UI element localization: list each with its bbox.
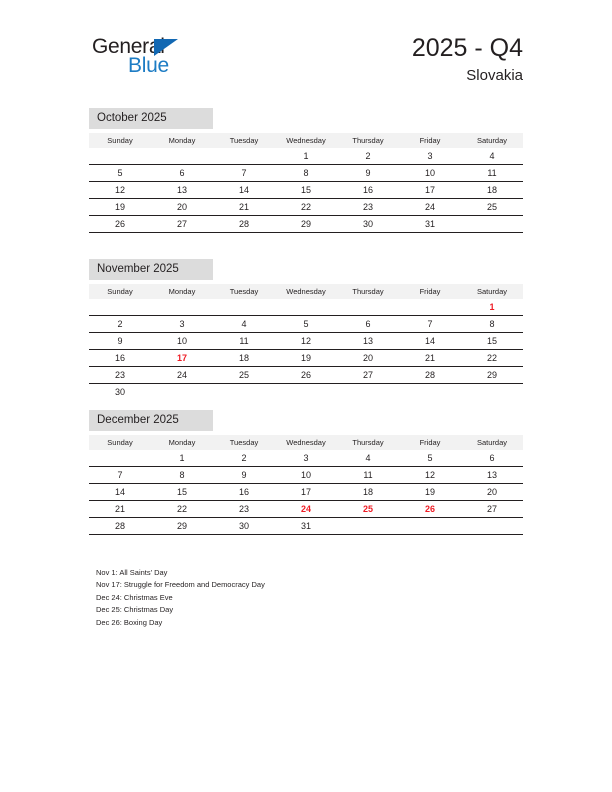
brand-logo: [92, 36, 262, 86]
day-cell[interactable]: 21: [213, 199, 275, 216]
day-cell[interactable]: 12: [89, 182, 151, 199]
day-cell[interactable]: 7: [213, 165, 275, 182]
day-cell[interactable]: 22: [275, 199, 337, 216]
day-cell[interactable]: 26: [399, 501, 461, 518]
day-cell[interactable]: 16: [337, 182, 399, 199]
week-row: [89, 501, 523, 518]
day-cell[interactable]: 19: [89, 199, 151, 216]
weekday-header-wednesday: Wednesday: [275, 435, 337, 450]
month-block-october: [89, 108, 523, 233]
day-cell[interactable]: 8: [151, 467, 213, 484]
week-row: [89, 518, 523, 535]
day-cell[interactable]: 4: [213, 316, 275, 333]
day-cell[interactable]: 20: [461, 484, 523, 501]
day-cell[interactable]: 29: [461, 367, 523, 384]
week-row: [89, 216, 523, 233]
day-cell[interactable]: 27: [337, 367, 399, 384]
day-cell[interactable]: 31: [275, 518, 337, 535]
day-cell[interactable]: 26: [89, 216, 151, 233]
day-cell-empty: [275, 384, 337, 401]
weekday-header-friday: Friday: [399, 284, 461, 299]
day-cell[interactable]: 8: [275, 165, 337, 182]
week-row: [89, 299, 523, 316]
week-row: [89, 367, 523, 384]
calendar-table: [89, 435, 523, 535]
day-cell-empty: [337, 518, 399, 535]
day-cell[interactable]: 18: [461, 182, 523, 199]
day-cell[interactable]: 13: [461, 467, 523, 484]
day-cell[interactable]: 11: [461, 165, 523, 182]
day-cell[interactable]: 28: [399, 367, 461, 384]
page-header: [0, 0, 612, 100]
holiday-list: [96, 567, 516, 629]
day-cell[interactable]: 27: [461, 501, 523, 518]
day-cell[interactable]: 15: [275, 182, 337, 199]
day-cell[interactable]: 4: [365, 453, 371, 463]
day-cell-empty: [399, 518, 461, 535]
day-cell[interactable]: 20: [337, 350, 399, 367]
day-cell-empty: [89, 148, 151, 165]
day-cell[interactable]: 6: [489, 453, 495, 463]
day-cell[interactable]: 31: [399, 216, 461, 233]
weekday-header-tuesday: Tuesday: [213, 435, 275, 450]
week-row: [89, 148, 523, 165]
day-cell[interactable]: 2: [241, 453, 247, 463]
month-title: November 2025: [89, 259, 213, 280]
day-cell-empty: [151, 299, 213, 316]
day-cell[interactable]: 19: [275, 350, 337, 367]
day-cell[interactable]: 24: [275, 501, 337, 518]
day-cell[interactable]: 30: [89, 384, 151, 401]
day-cell[interactable]: 25: [213, 367, 275, 384]
weekday-header-thursday: Thursday: [337, 284, 399, 299]
day-cell[interactable]: 17: [151, 350, 213, 367]
weekday-header-wednesday: Wednesday: [275, 133, 337, 148]
day-cell[interactable]: 13: [151, 182, 213, 199]
weekday-header-monday: Monday: [151, 284, 213, 299]
day-cell[interactable]: 1: [179, 453, 185, 463]
day-cell[interactable]: 9: [89, 333, 151, 350]
day-cell[interactable]: 3: [151, 316, 213, 333]
day-cell-empty: [213, 384, 275, 401]
day-cell[interactable]: 14: [89, 484, 151, 501]
weekday-header-tuesday: Tuesday: [213, 284, 275, 299]
weekday-header-sunday: Sunday: [89, 133, 151, 148]
logo-text-blue: Blue: [128, 54, 169, 77]
weekday-header-monday: Monday: [151, 133, 213, 148]
day-cell-empty: [151, 148, 213, 165]
day-cell[interactable]: 5: [275, 316, 337, 333]
day-cell[interactable]: 30: [213, 518, 275, 535]
weekday-header-sunday: Sunday: [89, 284, 151, 299]
day-cell[interactable]: 19: [399, 484, 461, 501]
title-block: [412, 33, 523, 86]
day-cell[interactable]: 25: [337, 501, 399, 518]
day-cell[interactable]: 11: [337, 467, 399, 484]
month-title: December 2025: [89, 410, 213, 431]
day-cell[interactable]: 29: [151, 518, 213, 535]
week-row: [89, 316, 523, 333]
day-cell[interactable]: 16: [89, 350, 151, 367]
week-row: [89, 165, 523, 182]
day-cell[interactable]: 6: [151, 165, 213, 182]
day-cell[interactable]: 28: [89, 518, 151, 535]
week-row: [89, 467, 523, 484]
week-row: [89, 484, 523, 501]
week-row: [89, 384, 523, 401]
day-cell[interactable]: 4: [489, 151, 495, 161]
week-row: [89, 182, 523, 199]
day-cell[interactable]: 22: [461, 350, 523, 367]
day-cell[interactable]: 18: [213, 350, 275, 367]
calendar-table: [89, 133, 523, 233]
weekday-header-friday: Friday: [399, 133, 461, 148]
weekday-header-saturday: Saturday: [461, 284, 523, 299]
week-row: [89, 333, 523, 350]
day-cell[interactable]: 9: [213, 467, 275, 484]
day-cell-empty: [337, 299, 399, 316]
day-cell-empty: [461, 216, 523, 233]
weekday-header-row: [89, 133, 523, 148]
day-cell-empty: [275, 299, 337, 316]
day-cell[interactable]: 3: [427, 151, 433, 161]
holiday-legend-item: Nov 1: All Saints’ Day: [96, 568, 168, 577]
day-cell[interactable]: 24: [151, 367, 213, 384]
holiday-legend-item: Dec 25: Christmas Day: [96, 605, 174, 615]
weekday-header-tuesday: Tuesday: [213, 133, 275, 148]
day-cell-empty: [213, 148, 275, 165]
calendar-table: [89, 284, 523, 400]
day-cell[interactable]: 17: [275, 484, 337, 501]
day-cell[interactable]: 12: [275, 333, 337, 350]
day-cell[interactable]: 10: [399, 165, 461, 182]
day-cell[interactable]: 15: [461, 333, 523, 350]
day-cell-empty: [337, 384, 399, 401]
month-title: October 2025: [89, 108, 213, 129]
day-cell[interactable]: 23: [337, 199, 399, 216]
day-cell-empty: [399, 384, 461, 401]
day-cell-empty: [89, 299, 151, 316]
month-block-november: [89, 259, 523, 400]
day-cell[interactable]: 22: [151, 501, 213, 518]
day-cell[interactable]: 21: [89, 501, 151, 518]
day-cell[interactable]: 2: [365, 151, 371, 161]
day-cell-empty: [151, 384, 213, 401]
day-cell[interactable]: 14: [213, 182, 275, 199]
day-cell[interactable]: 28: [213, 216, 275, 233]
day-cell[interactable]: 20: [151, 199, 213, 216]
day-cell[interactable]: 6: [337, 316, 399, 333]
day-cell[interactable]: 17: [399, 182, 461, 199]
weekday-header-row: [89, 284, 523, 299]
holiday-legend-item: Dec 26: Boxing Day: [96, 617, 163, 627]
day-cell[interactable]: 3: [303, 453, 309, 463]
day-cell[interactable]: 26: [275, 367, 337, 384]
day-cell[interactable]: 10: [151, 333, 213, 350]
day-cell[interactable]: 7: [399, 316, 461, 333]
day-cell[interactable]: 29: [275, 216, 337, 233]
day-cell[interactable]: 16: [213, 484, 275, 501]
holiday-legend-item: Nov 17: Struggle for Freedom and Democracy Day: [96, 580, 265, 590]
day-cell[interactable]: 10: [275, 467, 337, 484]
day-cell[interactable]: 9: [337, 165, 399, 182]
day-cell[interactable]: 15: [151, 484, 213, 501]
day-cell[interactable]: 24: [399, 199, 461, 216]
day-cell[interactable]: 11: [213, 333, 275, 350]
day-cell[interactable]: 21: [399, 350, 461, 367]
week-row: [89, 450, 523, 467]
weekday-header-sunday: Sunday: [89, 435, 151, 450]
day-cell[interactable]: 13: [337, 333, 399, 350]
day-cell-empty: [399, 299, 461, 316]
holiday-legend-item: Dec 24: Christmas Eve: [96, 592, 173, 602]
day-cell[interactable]: 5: [89, 165, 151, 182]
weekday-header-thursday: Thursday: [337, 435, 399, 450]
day-cell[interactable]: 5: [427, 453, 433, 463]
weekday-header-row: [89, 435, 523, 450]
day-cell[interactable]: 2: [89, 316, 151, 333]
day-cell[interactable]: 27: [151, 216, 213, 233]
weekday-header-monday: Monday: [151, 435, 213, 450]
day-cell[interactable]: 1: [489, 302, 495, 312]
day-cell[interactable]: 23: [213, 501, 275, 518]
page-subtitle: Slovakia: [466, 67, 523, 84]
logo-text-general: General: [92, 35, 165, 58]
day-cell[interactable]: 7: [89, 467, 151, 484]
day-cell[interactable]: 1: [303, 151, 309, 161]
day-cell[interactable]: 12: [399, 467, 461, 484]
day-cell[interactable]: 8: [461, 316, 523, 333]
day-cell-empty: [89, 450, 151, 467]
day-cell[interactable]: 23: [89, 367, 151, 384]
page-title: 2025 - Q4: [411, 34, 523, 62]
month-block-december: [89, 410, 523, 535]
weekday-header-saturday: Saturday: [461, 435, 523, 450]
weekday-header-wednesday: Wednesday: [275, 284, 337, 299]
day-cell[interactable]: 14: [399, 333, 461, 350]
week-row: [89, 350, 523, 367]
day-cell[interactable]: 30: [337, 216, 399, 233]
day-cell-empty: [461, 518, 523, 535]
day-cell-empty: [461, 384, 523, 401]
day-cell[interactable]: 25: [461, 199, 523, 216]
day-cell-empty: [213, 299, 275, 316]
weekday-header-saturday: Saturday: [461, 133, 523, 148]
weekday-header-friday: Friday: [399, 435, 461, 450]
weekday-header-thursday: Thursday: [337, 133, 399, 148]
day-cell[interactable]: 18: [337, 484, 399, 501]
week-row: [89, 199, 523, 216]
